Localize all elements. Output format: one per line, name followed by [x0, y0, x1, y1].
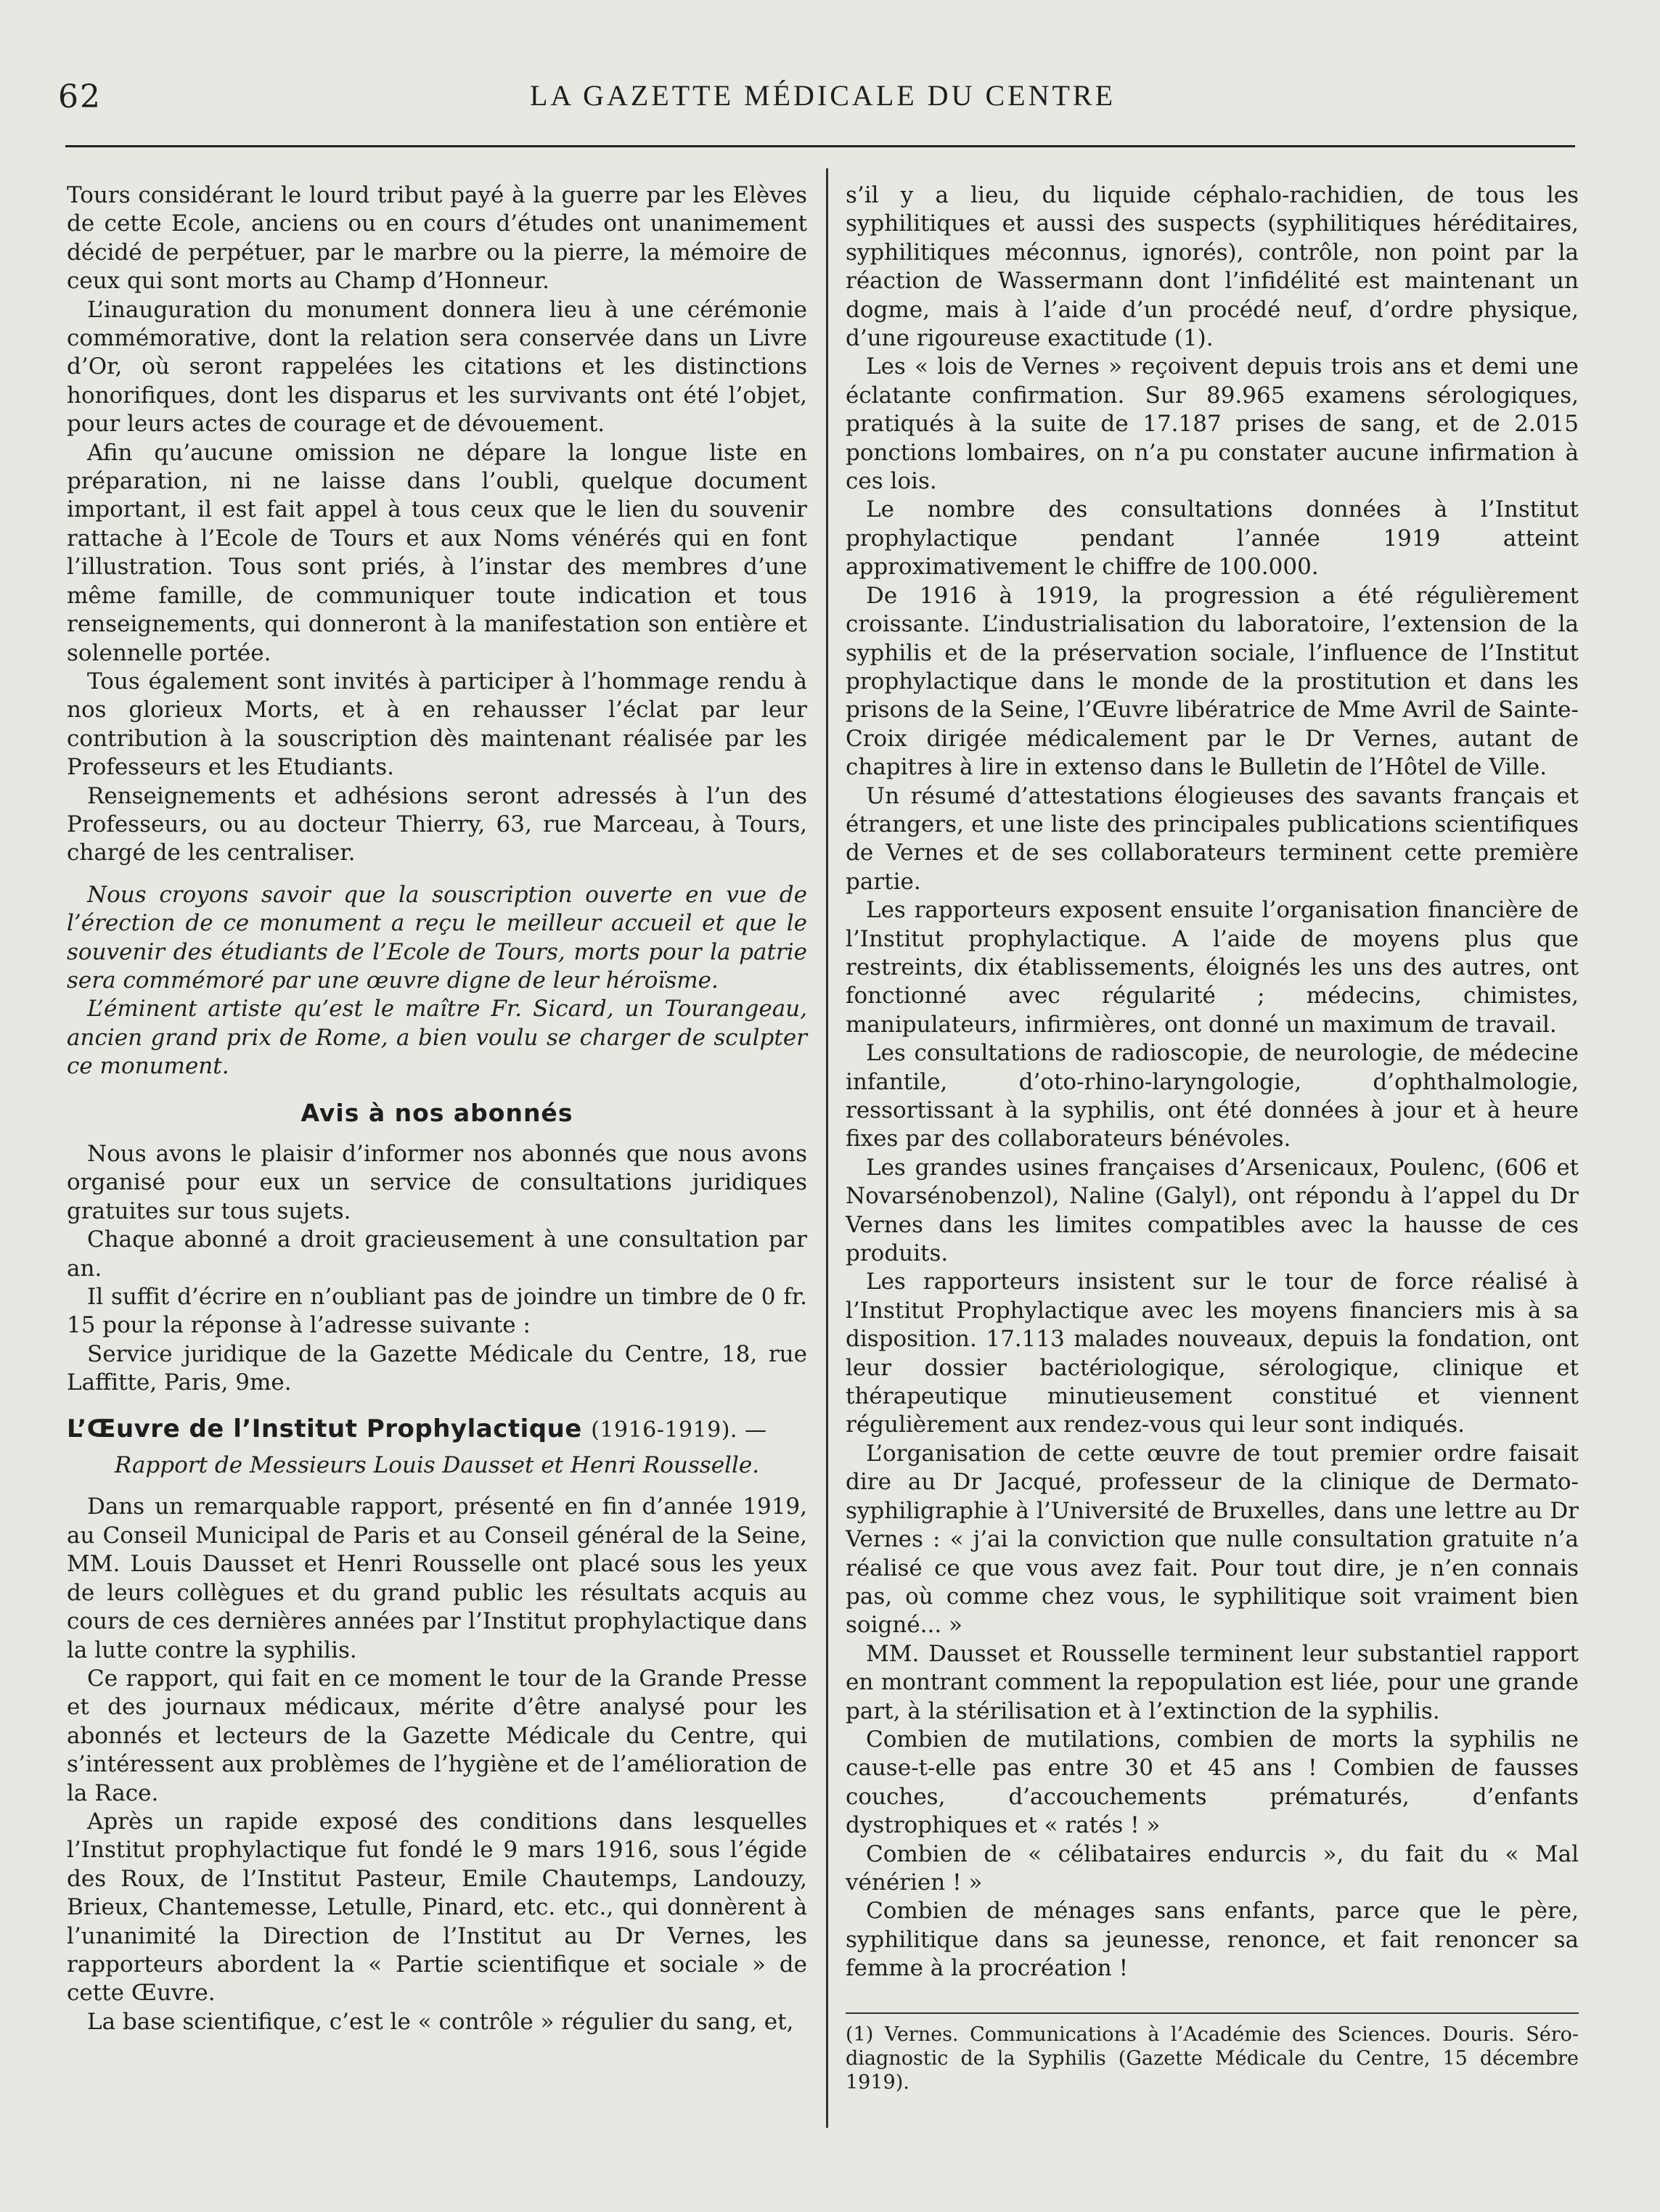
paragraph: Les consultations de radioscopie, de neurologie, de médecine infantile, d’oto-rhino-laryngologie, d’ophthalmologie, ressortissant à la syphilis, ont été données à jour et à heure fixes par des collaborateurs bénévoles.: [846, 1040, 1579, 1152]
report-subtitle: Rapport de Messieurs Louis Dausset et Henri Rousselle.: [114, 1452, 760, 1479]
paragraph: s’il y a lieu, du liquide céphalo-rachidien, de tous les syphilitiques et aussi des suspects (syphilitiques héréditaires, syphilitiques méconnus, ignorés), contrôle, non point par la réaction de Wassermann dont l’infidélité est maintenant un dogme, mais à l’aide d’un procédé neuf, d’ordre physique, d’une rigoureuse exactitude (1).: [846, 182, 1579, 352]
paragraph: Le nombre des consultations données à l’Institut prophylactique pendant l’année 1919 atteint approximativement le chiffre de 100.000.: [846, 496, 1579, 581]
paragraph: Après un rapide exposé des conditions dans lesquelles l’Institut prophylactique fut fondé le 9 mars 1916, sous l’égide des Roux, de l’Institut Pasteur, Emile Chautemps, Landouzy, Brieux, Chantemesse, Letulle, Pinard, etc. etc., qui donnèrent à l’unanimité la Direction de l’Institut au Dr Vernes, les rapporteurs abordent la « Partie scientifique et sociale » de cette Œuvre.: [67, 1808, 807, 2007]
left-column: [67, 181, 807, 2036]
oeuvre-dates: (1916-1919). —: [591, 1417, 767, 1443]
footnote: (1) Vernes. Communications à l’Académie des Sciences. Douris. Séro-diagnostic de la Syphilis (Gazette Médicale du Centre, 15 décembre 1919).: [846, 2023, 1579, 2094]
section-heading-oeuvre: [67, 1415, 807, 1444]
section-heading-avis: Avis à nos abonnés: [300, 1098, 573, 1127]
paragraph: Il suffit d’écrire en n’oubliant pas de joindre un timbre de 0 fr. 15 pour la réponse à l’adresse suivante :: [67, 1284, 807, 1339]
paragraph: Ce rapport, qui fait en ce moment le tour de la Grande Presse et des journaux médicaux, mérite d’être analysé pour les abonnés et lecteurs de la Gazette Médicale du Centre, qui s’intéressent aux problèmes de l’hygiène et de l’amélioration de la Race.: [67, 1665, 807, 1806]
oeuvre-title-text: L’Œuvre de l’Institut Prophylactique: [67, 1414, 582, 1443]
paragraph: Combien de ménages sans enfants, parce que le père, syphilitique dans sa jeunesse, renonce, et fait renoncer sa femme à la procréation !: [846, 1898, 1579, 1982]
paragraph: Les rapporteurs exposent ensuite l’organisation financière de l’Institut prophylactique. A l’aide de moyens plus que restreints, dix établissements, éloignés les uns des autres, ont fonctionné avec régularité ; médecins, chimistes, manipulateurs, infirmières, ont donné un maximum de travail.: [846, 897, 1579, 1038]
paragraph: Dans un remarquable rapport, présenté en fin d’année 1919, au Conseil Municipal de Paris et au Conseil général de la Seine, MM. Louis Dausset et Henri Rousselle ont placé sous les yeux de leurs collègues et du grand public les résultats acquis au cours de ces dernières années par l’Institut prophylactique dans la lutte contre la syphilis.: [67, 1494, 807, 1663]
column-divider: [826, 168, 828, 2128]
paragraph: Afin qu’aucune omission ne dépare la longue liste en préparation, ni ne laisse dans l’oubli, quelque document important, il est fait appel à tous ceux que le lien du souvenir rattache à l’Ecole de Tours et aux Noms vénérés qui en font l’illustration. Tous sont priés, à l’instar des membres d’une même famille, de communiquer toute indication et tous renseignements, qui donneront à la manifestation son entière et solennelle portée.: [67, 439, 807, 666]
spacer: [67, 868, 807, 881]
paragraph: De 1916 à 1919, la progression a été régulièrement croissante. L’industrialisation du laboratoire, l’extension de la syphilis et de la préservation sociale, l’influence de l’Institut prophylactique dans le monde de la prostitution et dans les prisons de la Seine, l’Œuvre libératrice de Mme Avril de Sainte-Croix dirigée médicalement par le Dr Vernes, autant de chapitres à lire in extenso dans le Bulletin de l’Hôtel de Ville.: [846, 582, 1579, 781]
header-rule: [65, 145, 1575, 147]
paragraph: Renseignements et adhésions seront adressés à l’un des Professeurs, ou au docteur Thierry, 63, rue Marceau, à Tours, chargé de les centraliser.: [67, 782, 807, 867]
paragraph: Les « lois de Vernes » reçoivent depuis trois ans et demi une éclatante confirmation. Sur 89.965 examens sérologiques, pratiqués à la suite de 17.187 prises de sang, et de 2.015 ponctions lombaires, on n’a pu constater aucune infirmation à ces lois.: [846, 353, 1579, 495]
paragraph: Tours considérant le lourd tribut payé à la guerre par les Elèves de cette Ecole, anciens ou en cours d’études ont unanimement décidé de perpétuer, par le marbre ou la pierre, la mémoire de ceux qui sont morts au Champ d’Honneur.: [67, 182, 807, 295]
paragraph: Les grandes usines françaises d’Arsenicaux, Poulenc, (606 et Novarsénobenzol), Naline (Galyl), ont répondu à l’appel du Dr Vernes dans les limites compatibles avec la hausse de ces produits.: [846, 1154, 1579, 1267]
journal-title: LA GAZETTE MÉDICALE DU CENTRE: [529, 79, 1116, 112]
footnote-rule: [846, 2012, 1579, 2014]
paragraph: Tous également sont invités à participer à l’hommage rendu à nos glorieux Morts, et à en rehausser l’éclat par leur contribution à la souscription dès maintenant réalisée par les Professeurs et les Etudiants.: [67, 668, 807, 781]
page-header: [58, 78, 1587, 122]
paragraph: Combien de « célibataires endurcis », du fait du « Mal vénérien ! »: [846, 1840, 1579, 1896]
page-number: 62: [58, 78, 102, 115]
paragraph: Les rapporteurs insistent sur le tour de force réalisé à l’Institut Prophylactique avec les moyens financiers mis à sa disposition. 17.113 malades nouveaux, depuis la fondation, ont leur dossier bactériologique, sérologique, clinique et thérapeutique minutieusement constitué et viennent régulièrement aux rendez-vous qui leur sont indiqués.: [846, 1269, 1579, 1438]
italic-note: L’éminent artiste qu’est le maître Fr. Sicard, un Tourangeau, ancien grand prix de Rome, a bien voulu se charger de sculpter ce monument.: [67, 996, 807, 1080]
paragraph: L’organisation de cette œuvre de tout premier ordre faisait dire au Dr Jacqué, professeur de la clinique de Dermato-syphiligraphie à l’Université de Bruxelles, dans une lettre au Dr Vernes : « j’ai la conviction que nulle consultation gratuite n’a réalisé ce que vous avez fait. Pour tout dire, je n’en connais pas, où comme chez vous, le syphilitique soit vraiment bien soigné... »: [846, 1440, 1579, 1639]
paragraph: Nous avons le plaisir d’informer nos abonnés que nous avons organisé pour eux un service de consultations juridiques gratuites sur tous sujets.: [67, 1141, 807, 1224]
paragraph: Combien de mutilations, combien de morts la syphilis ne cause-t-elle pas entre 30 et 45 ans ! Combien de fausses couches, d’accouchements prématurés, d’enfants dystrophiques et « ratés ! »: [846, 1726, 1579, 1839]
right-column: [846, 181, 1579, 2094]
paragraph: L’inauguration du monument donnera lieu à une cérémonie commémorative, dont la relation sera conservée dans un Livre d’Or, où seront rappelées les citations et les distinctions honorifiques, dont les disparus et les survivants ont été l’objet, pour leurs actes de courage et de dévouement.: [67, 296, 807, 438]
paragraph: Chaque abonné a droit gracieusement à une consultation par an.: [67, 1226, 807, 1282]
paragraph: Un résumé d’attestations élogieuses des savants français et étrangers, et une liste des principales publications scientifiques de Vernes et de ses collaborateurs terminent cette première partie.: [846, 782, 1579, 895]
paragraph: La base scientifique, c’est le « contrôle » régulier du sang, et,: [87, 2008, 794, 2035]
italic-note: Nous croyons savoir que la souscription ouverte en vue de l’érection de ce monument a reçu le meilleur accueil et que le souvenir des étudiants de l’Ecole de Tours, morts pour la patrie sera commémoré par une œuvre digne de leur héroïsme.: [67, 881, 807, 994]
paragraph: MM. Dausset et Rousselle terminent leur substantiel rapport en montrant comment la repopulation est liée, pour une grande part, à la stérilisation et à l’extinction de la syphilis.: [846, 1640, 1579, 1724]
paragraph: Service juridique de la Gazette Médicale du Centre, 18, rue Laffitte, Paris, 9me.: [67, 1340, 807, 1396]
